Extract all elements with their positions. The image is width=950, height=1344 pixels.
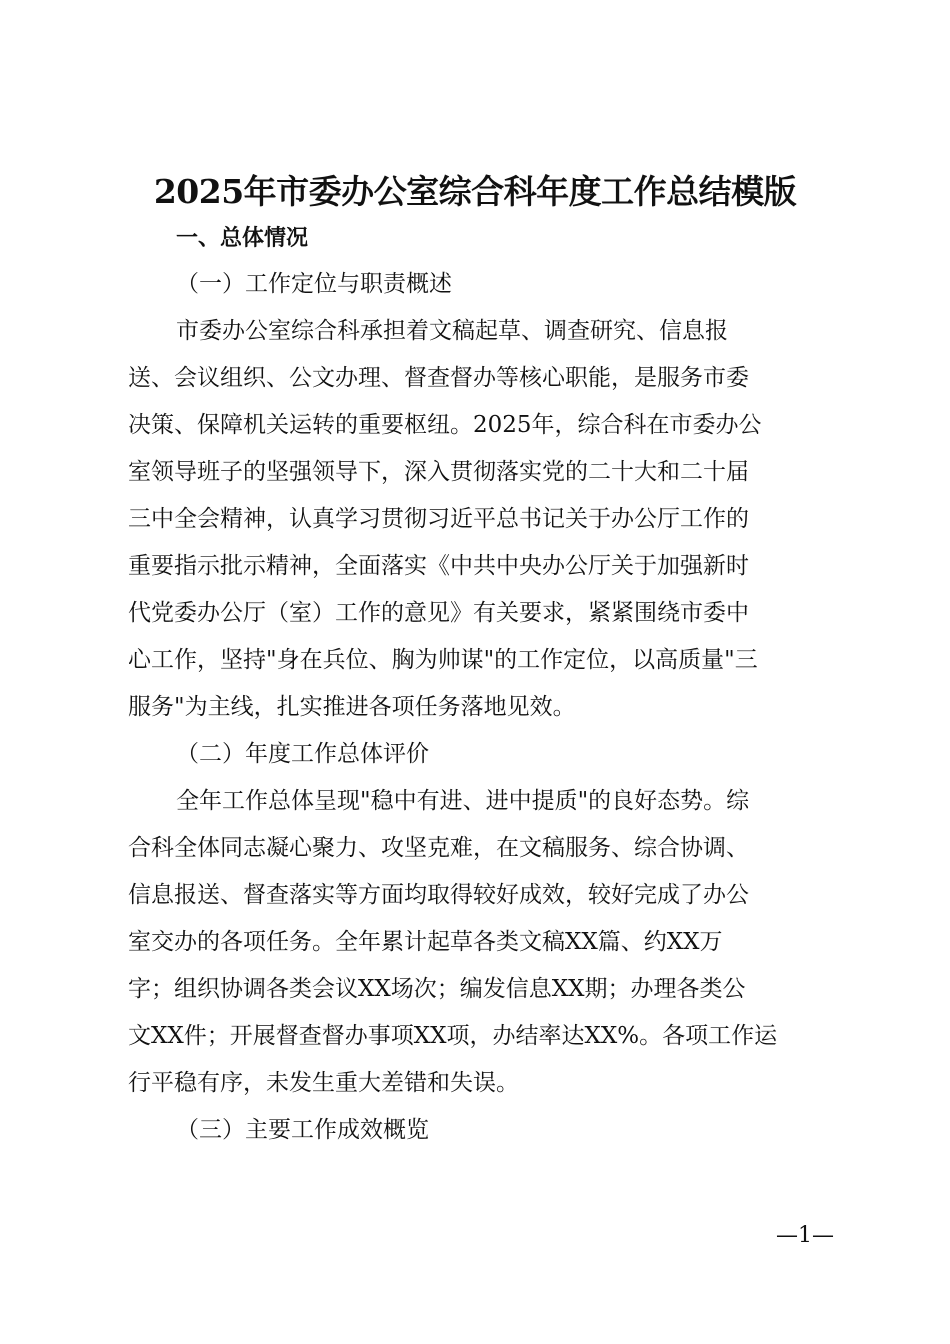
paragraph-line: 心工作，坚持"身在兵位、胸为帅谋"的工作定位，以高质量"三 <box>128 647 758 673</box>
paragraph-line: 全年工作总体呈现"稳中有进、进中提质"的良好态势。综 <box>176 788 750 814</box>
paragraph-line: 文XX件；开展督查督办事项XX项，办结率达XX%。各项工作运 <box>128 1023 778 1049</box>
section-heading-overview: 一、总体情况 <box>176 226 309 251</box>
paragraph-line: 信息报送、督查落实等方面均取得较好成效，较好完成了办公 <box>128 882 749 908</box>
paragraph-line: 重要指示批示精神，全面落实《中共中央办公厅关于加强新时 <box>128 553 749 579</box>
paragraph-line: 市委办公室综合科承担着文稿起草、调查研究、信息报 <box>176 318 728 344</box>
paragraph-line: 送、会议组织、公文办理、督查督办等核心职能，是服务市委 <box>128 365 749 391</box>
paragraph-line: 代党委办公厅（室）工作的意见》有关要求，紧紧围绕市委中 <box>128 600 749 626</box>
paragraph-line: 合科全体同志凝心聚力、攻坚克难，在文稿服务、综合协调、 <box>128 835 749 861</box>
paragraph-line: 三中全会精神，认真学习贯彻习近平总书记关于办公厅工作的 <box>128 506 749 532</box>
paragraph-line: 行平稳有序，未发生重大差错和失误。 <box>128 1070 519 1096</box>
document-title: 2025年市委办公室综合科年度工作总结模版 <box>153 172 797 211</box>
paragraph-line: 字；组织协调各类会议XX场次；编发信息XX期；办理各类公 <box>128 976 746 1002</box>
paragraph-line: 室领导班子的坚强领导下，深入贯彻落实党的二十大和二十届 <box>128 459 749 485</box>
subsection-heading-evaluation: （二）年度工作总体评价 <box>176 741 429 767</box>
paragraph-line: 服务"为主线，扎实推进各项任务落地见效。 <box>128 694 576 720</box>
paragraph-line: 决策、保障机关运转的重要枢纽。2025年，综合科在市委办公 <box>128 412 762 438</box>
paragraph-line: 室交办的各项任务。全年累计起草各类文稿XX篇、约XX万 <box>128 929 723 955</box>
subsection-heading-positioning: （一）工作定位与职责概述 <box>176 271 452 297</box>
subsection-heading-achievements: （三）主要工作成效概览 <box>176 1117 429 1143</box>
page-number: —1— <box>776 1223 834 1248</box>
